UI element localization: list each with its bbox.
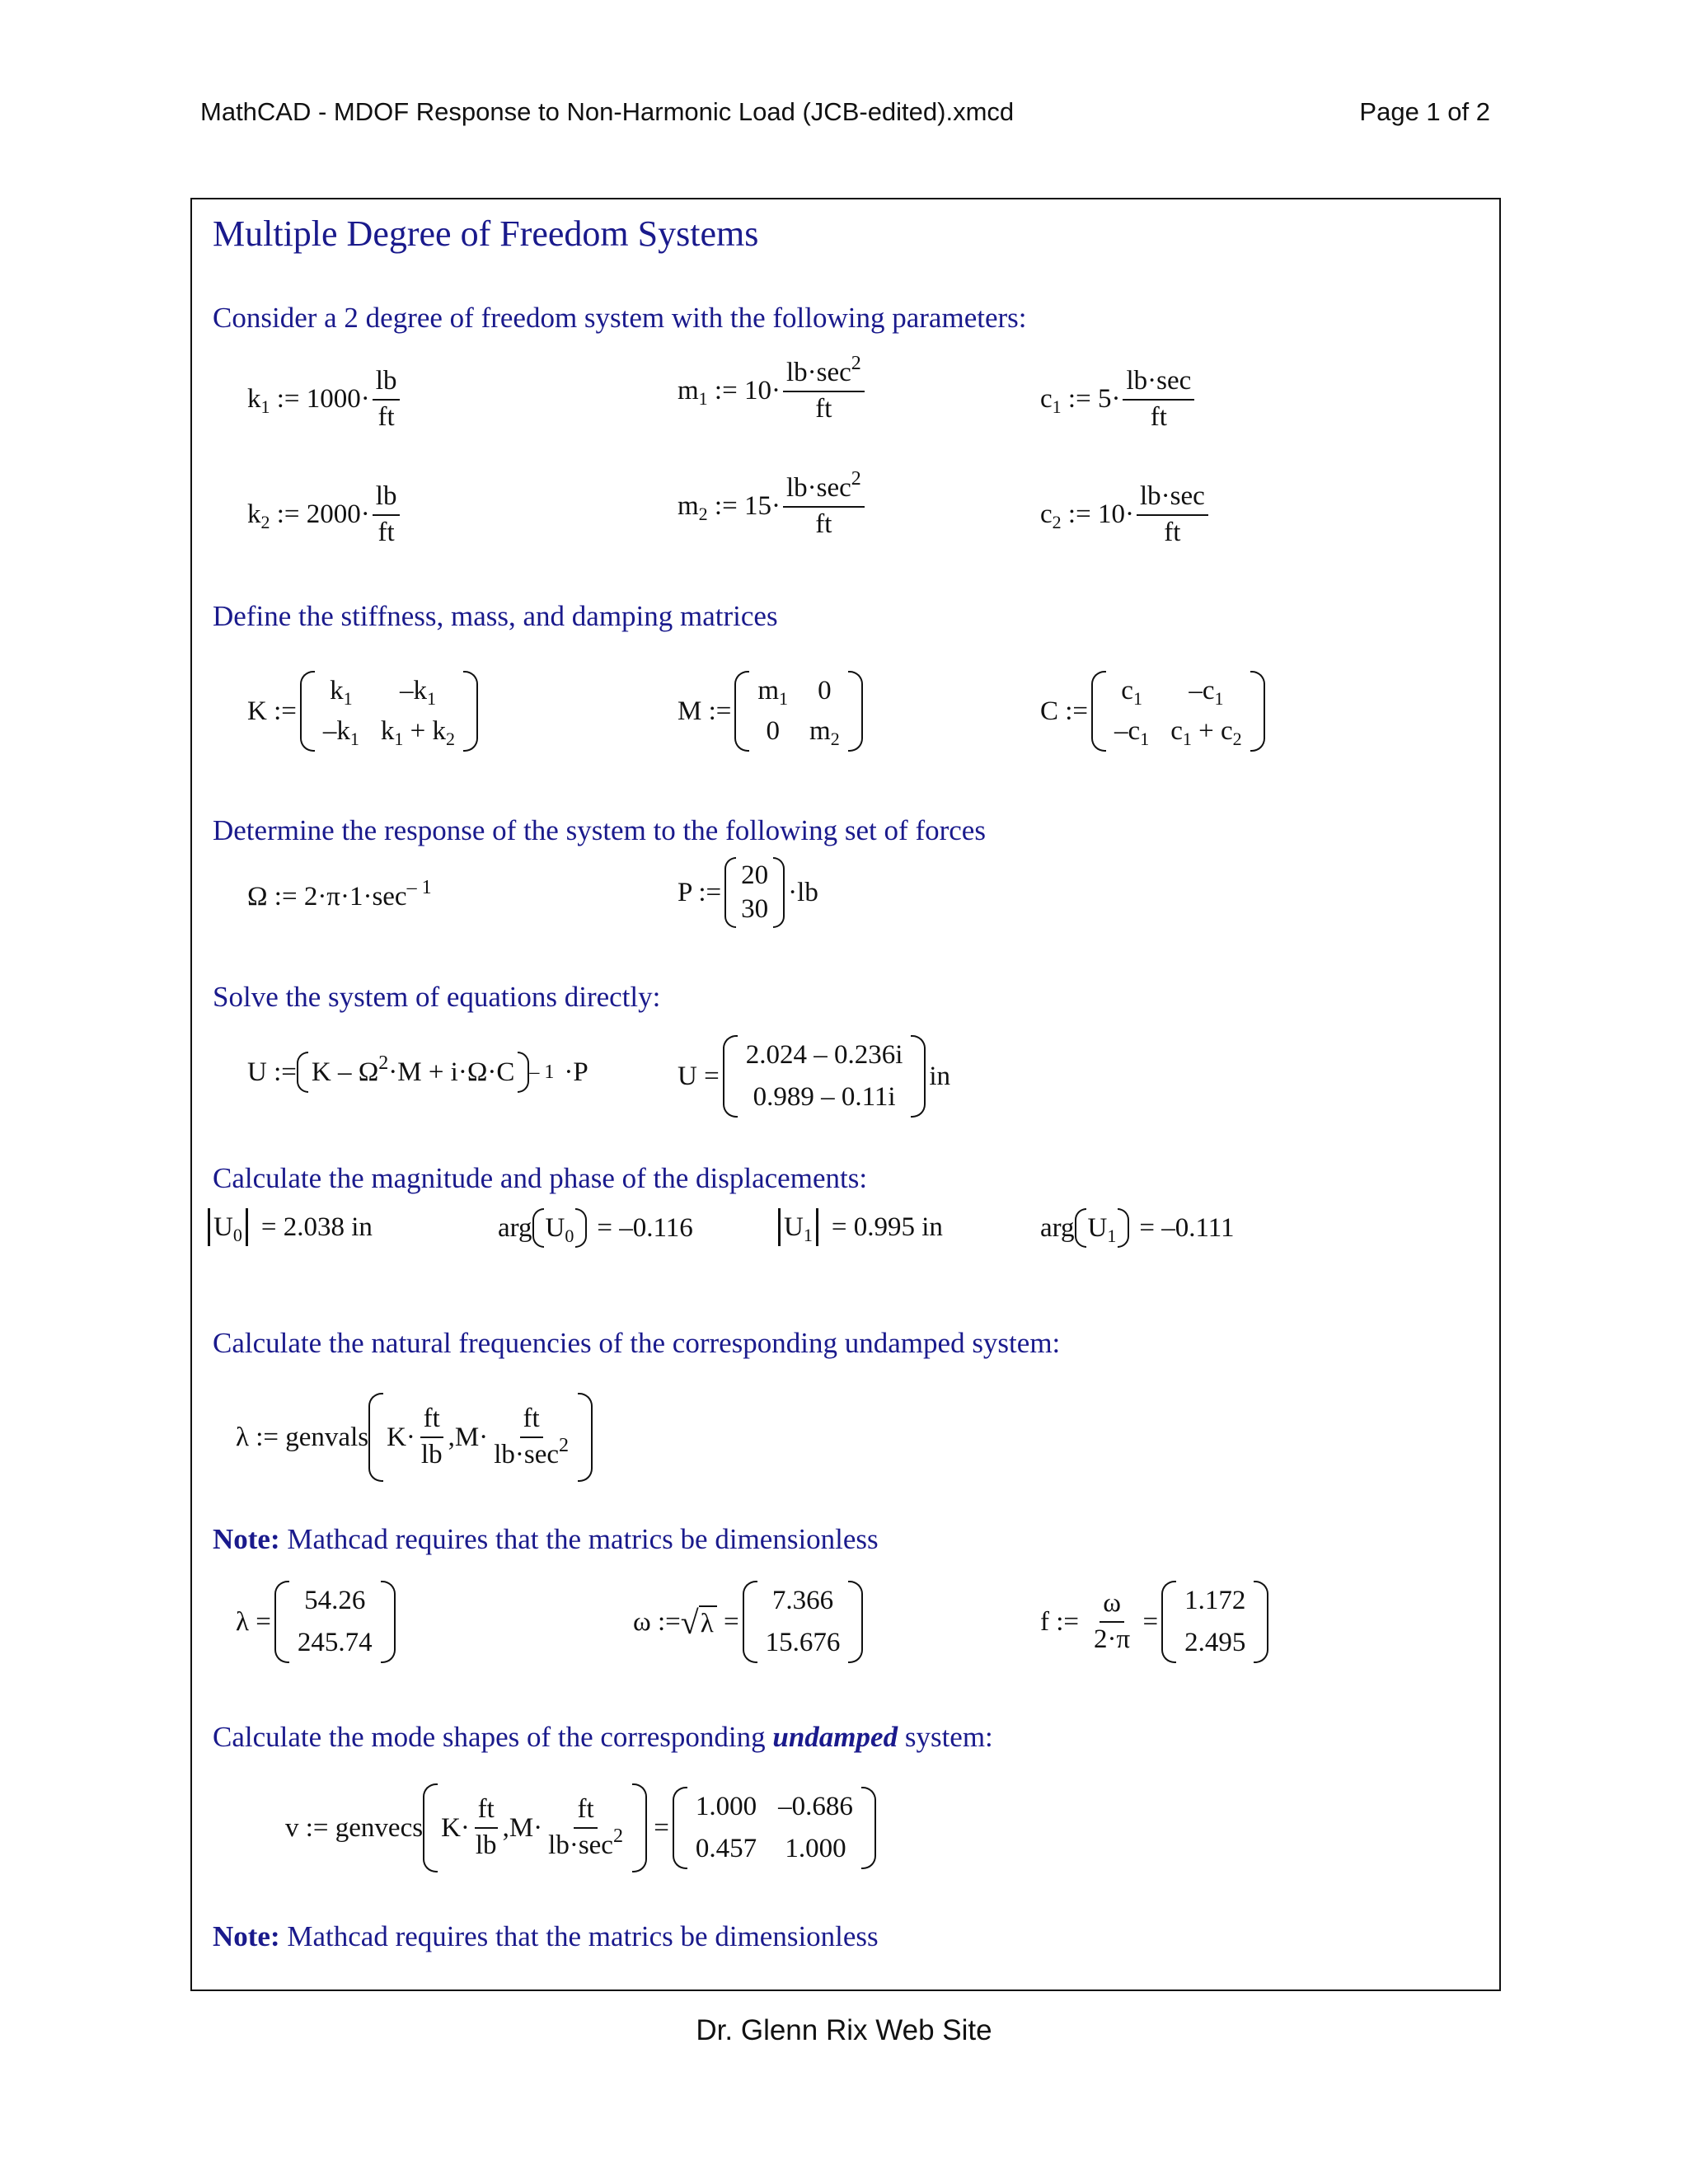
paragraph-magnitude-phase: Calculate the magnitude and phase of the displacements: xyxy=(213,1162,868,1194)
footer-site: Dr. Glenn Rix Web Site xyxy=(696,2014,992,2046)
equation-c1: $c_1$ := 5· $\frac{lb\cdot\sec}{ft}$ xyxy=(1040,366,1197,434)
equation-k1: $k_1$ := 1000· $\frac{lb}{ft}$ xyxy=(247,366,402,434)
equation-omega-values: ω := √ λ = 7.366 15.676 xyxy=(633,1581,866,1663)
equation-omega: Ω := $2\cdot\pi\cdot 1\cdot\sec^{- 1}$ xyxy=(247,877,432,912)
header-page-number: Page 1 of 2 xyxy=(1359,97,1490,126)
equation-m2: $m_2$ := 15· $\frac{lb\cdot\sec^2}{ft}$ xyxy=(678,473,867,541)
paragraph-natural-frequencies: Calculate the natural frequencies of the corresponding undamped system: xyxy=(213,1327,1061,1359)
equation-force-vector: P := 20 30 ·lb xyxy=(678,857,818,928)
document-title: Multiple Degree of Freedom Systems xyxy=(213,213,759,254)
equation-c2: $c_2$ := 10· $\frac{lb\cdot\sec}{ft}$ xyxy=(1040,481,1211,549)
equation-damping-matrix: C := $c_1$ $-c_1$ $-c_1$ $c_1 + c_2$ xyxy=(1040,671,1268,752)
equation-arg-U0: arg $U_0$ = –0.116 xyxy=(498,1208,693,1248)
equation-frequency-values: f := $\frac{\omega}{2\cdot\pi}$ = 1.172 2.495 xyxy=(1040,1581,1272,1663)
equation-lambda-genvals: λ := genvals K· $\frac{ft}{lb}$ ,M· $\frac{ft}{lb\cdot\sec^2}$ xyxy=(236,1393,593,1482)
paragraph-consider: Consider a 2 degree of freedom system with the following parameters: xyxy=(213,302,1027,334)
equation-k2: $k_2$ := 2000· $\frac{lb}{ft}$ xyxy=(247,481,402,549)
equation-mass-matrix: M := $m_1$ 0 0 $m_2$ xyxy=(678,671,866,752)
equation-stiffness-matrix: K := $k_1$ $-k_1$ $-k_1$ $k_1 + k_2$ xyxy=(247,671,481,752)
equation-arg-U1: arg $U_1$ = –0.111 xyxy=(1040,1208,1235,1248)
header-title: MathCAD - MDOF Response to Non-Harmonic Load (JCB-edited).xmcd xyxy=(200,97,1015,126)
paragraph-define: Define the stiffness, mass, and damping matrices xyxy=(213,600,778,632)
equation-lambda-values: λ = 54.26 245.74 xyxy=(236,1581,399,1663)
equation-abs-U0: $U_0$ = 2.038 in xyxy=(204,1208,373,1246)
paragraph-determine: Determine the response of the system to the following set of forces xyxy=(213,814,986,846)
note-dimensionless-2: Note: Mathcad requires that the matrics be dimensionless xyxy=(213,1920,879,1952)
equation-U-definition: U := $K - \Omega^2\cdot M + i\cdot\Omega\cdot C$ – 1 ·P xyxy=(247,1052,588,1093)
paragraph-solve: Solve the system of equations directly: xyxy=(213,981,661,1013)
equation-mode-shapes: v := genvecs K· $\frac{ft}{lb}$ ,M· $\frac{ft}{lb\cdot\sec^2}$ = 1.000 –0.686 0.457 1.000 xyxy=(285,1783,879,1872)
paragraph-mode-shapes: Calculate the mode shapes of the corresponding undamped system: xyxy=(213,1721,993,1753)
equation-m1: $m_1$ := 10· $\frac{lb\cdot\sec^2}{ft}$ xyxy=(678,358,867,425)
note-dimensionless-1: Note: Mathcad requires that the matrics be dimensionless xyxy=(213,1523,879,1555)
equation-abs-U1: $U_1$ = 0.995 in xyxy=(775,1208,943,1246)
equation-U-result: U = 2.024 – 0.236i 0.989 – 0.11i in xyxy=(678,1035,950,1118)
